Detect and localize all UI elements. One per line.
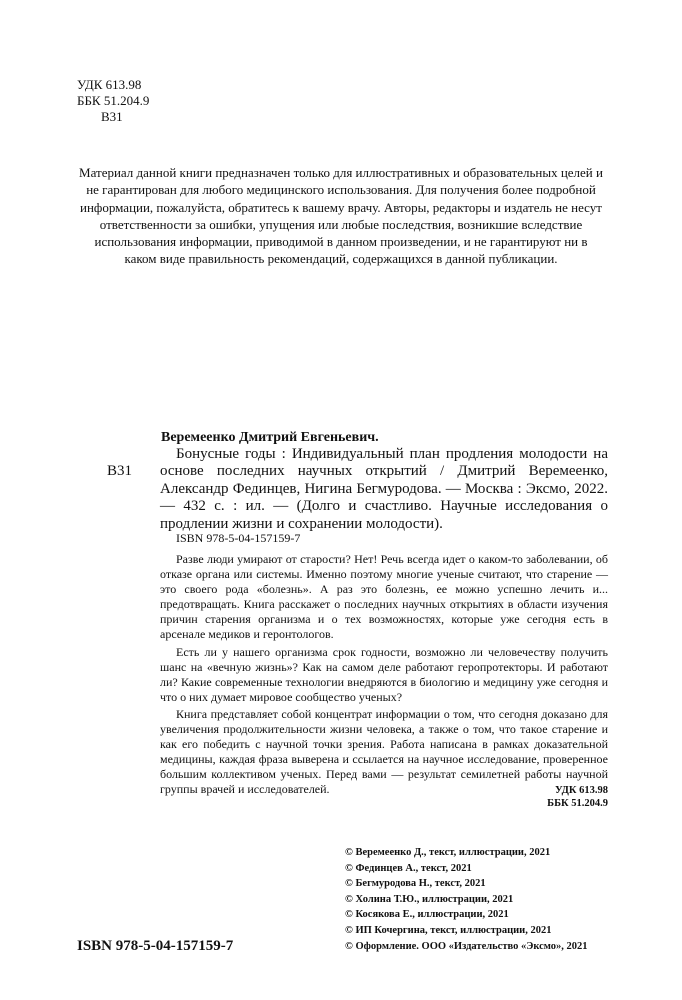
bibliographic-description: Бонусные годы : Индивидуальный план продления молодости на основе последних научных открытий / Дмитрий Веремеенко, Александр Фединцев, Нигина Бегмуродова. — Москва : Эксмо, 2022. — 432 с. : ил. — (Долго и счастливо. Научные исследования о продлении жизни и сохранении молодости).	[160, 446, 608, 532]
copyright-line: © Косякова Е., иллюстрации, 2021	[345, 909, 509, 921]
medical-disclaimer: Материал данной книги предназначен только для иллюстративных и образовательных целей и не гарантирован для любого медицинского использования. Для получения более подробной информации, пожалуйста, обратитесь к вашему врачу. Авторы, редакторы и издатель не несут ответственности за ошибки, упущения или любые последствия, возникшие вследствие использования информации, приводимой в данном произведении, и не гарантируют ни в каком виде правильность рекомендаций, содержащихся в данной публикации.	[79, 165, 603, 267]
index-codes	[420, 784, 608, 810]
copyright-line: © Оформление. ООО «Издательство «Эксмо», 2021	[345, 940, 588, 952]
annotation	[160, 552, 608, 800]
udk-code-right: УДК 613.98	[555, 785, 608, 796]
udk-code: УДК 613.98	[77, 77, 142, 92]
annotation-paragraph: Есть ли у нашего организма срок годности, возможно ли человечеству получить шанс на «вечную жизнь»? Как на самом деле работают геропротекторы. И работают ли? Какие современные технологии внедряются в биологию и медицину уже сегодня и что о них думает мировое сообщество ученых?	[160, 644, 608, 704]
copyright-line: © Веремеенко Д., текст, иллюстрации, 2021	[345, 847, 551, 858]
annotation-paragraph: Разве люди умирают от старости? Нет! Речь всегда идет о каком-то заболевании, об отказе органа или системы. Именно поэтому многие ученые считают, что старение — это своего рода «болезнь». А раз это болезнь, ее можно успешно лечить и... предотвращать. Книга расскажет о последних научных открытиях в области изучения причин старения организма и о тех возможностях, которые уже сегодня есть в арсенале медиков и геронтологов.	[160, 552, 608, 642]
author-heading: Веремеенко Дмитрий Евгеньевич.	[161, 430, 379, 445]
record-isbn: ISBN 978-5-04-157159-7	[176, 531, 301, 545]
copyright-list	[345, 845, 588, 954]
record-code: В31	[107, 463, 133, 479]
classification-block	[77, 77, 149, 125]
copyright-line: © Холина Т.Ю., иллюстрации, 2021	[345, 893, 514, 905]
annotation-paragraph: Книга представляет собой концентрат информации о том, что сегодня доказано для увеличения продолжительности жизни человека, а также о том, что такое старение и как его победить с научной точки зрения. Работа написана в рамках доказательной медицины, каждая фраза выверена и ссылается на научное исследование, проверенное большим коллективом ученых. Перед вами — результат семилетней работы научной группы врачей и исследователей.	[160, 706, 608, 797]
isbn-main: ISBN 978-5-04-157159-7	[77, 938, 234, 954]
author-code: В31	[101, 109, 123, 124]
copyright-line: © Бегмуродова Н., текст, 2021	[345, 878, 486, 890]
copyright-line: © Фединцев А., текст, 2021	[345, 862, 472, 874]
bbk-code: ББК 51.204.9	[77, 93, 150, 108]
bbk-code-right: ББК 51.204.9	[547, 798, 608, 809]
copyright-line: © ИП Кочергина, текст, иллюстрации, 2021	[345, 924, 552, 936]
